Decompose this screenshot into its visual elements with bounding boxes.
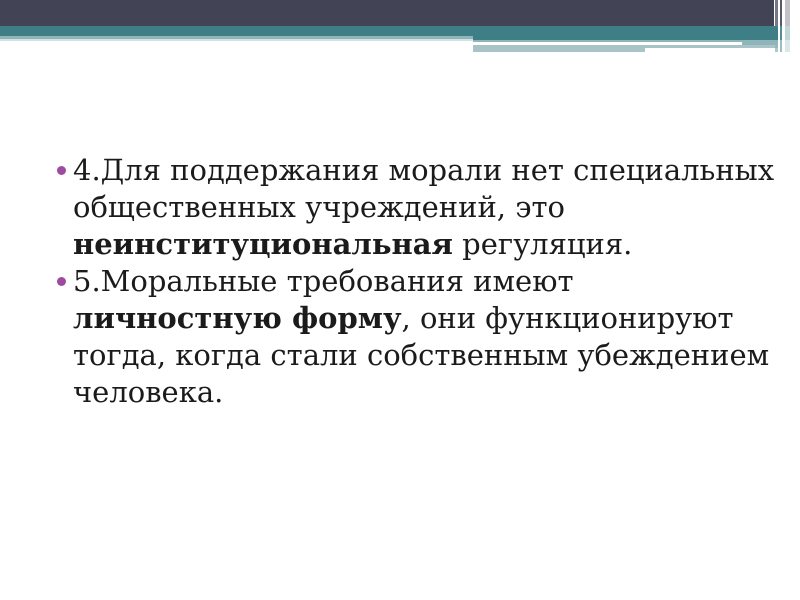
text-line [73,189,767,226]
bullet-item [57,263,770,411]
text-line [73,263,767,300]
text-line [73,226,767,263]
text-line [73,300,767,337]
text-run: 5.Моральные требования имеют [73,264,574,298]
text-run: , они функционируют [401,301,734,335]
bullet-dot [57,277,66,286]
bullet-item [57,152,775,263]
text-run: общественных учреждений, это [73,190,565,224]
bullet-dot [57,166,66,175]
text-run: неинституциональная [73,227,453,261]
header-bar-teal-left [0,26,473,36]
text-run: человека. [73,375,224,409]
text-run: личностную форму [73,301,402,335]
text-line [73,337,770,374]
header-bar-gray-long [473,45,645,52]
bullet-list [57,152,775,411]
corner-stripe-icon [785,0,790,52]
header-bar-pale-left [0,39,473,41]
text-run: регуляция. [452,227,633,261]
text-run: 4.Для поддержания морали нет специальных [73,153,775,187]
header-bar-gray-short [645,45,778,48]
text-line [73,152,775,189]
header-bar-teal-right [473,26,778,40]
text-run: тогда, когда стали собственным убеждением [73,338,770,372]
header-bar-navy [0,0,774,26]
corner-stripe-icon [775,0,778,52]
corner-stripe-icon [780,0,782,52]
text-line [73,374,767,411]
